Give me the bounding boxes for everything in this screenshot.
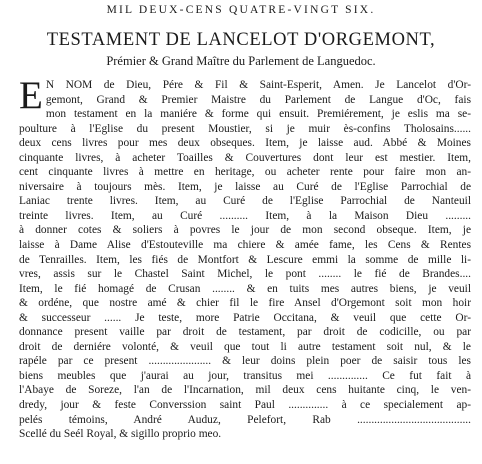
text-line: biens meubles que j'aurai au jour, transitus mei .............. Ce fut fait à [19, 369, 471, 382]
drop-cap: E [19, 74, 43, 117]
text-line: l'Abaye de Soreze, l'an de l'Incarnation, mil deux cens huitante cinq, le ven- [19, 384, 471, 397]
text-line: laisse à Dame Alise d'Estouteville ma chiere & amée fame, les Cens & Rentes [19, 239, 471, 252]
text-line: cinquante livres, à acheter Toailles & Couvertures dont leur est mestier. Item, [19, 151, 471, 164]
text-line: Laniac trente livres. Item, au Curé de l'Eglise Parrochial de Nanteuil [19, 195, 471, 208]
text-line: donnance present vaille par droit de testament, par droit de codicille, ou par [19, 326, 471, 339]
text-line: pelés témoins, André Auduz, Pelefort, Rab ........................................ [19, 413, 471, 426]
text-line: cent cinquante livres à mettre en heritage, ou acheter rente pour faire mon an- [19, 166, 471, 179]
running-head: MIL DEUX-CENS QUATRE-VINGT SIX. [106, 4, 376, 16]
text-line: rapéle par ce present ...................... & leur doins plein poer de saisir tous les [19, 355, 471, 368]
text-line: niversaire à toujours mès. Item, je laisse au Curé de l'Eglise Parrochial de [19, 180, 471, 193]
text-line: deux cens livres pour mes deux obseques. Item, je laisse aud. Abbé & Moines [19, 137, 471, 150]
text-line: mon testament en la maniére & forme qui ensuit. Premiérement, je eslis ma se- [45, 108, 471, 121]
text-line: droit de derniére volonté, & veuil que tout li autre testament soit nul, & le [19, 340, 471, 353]
document-subtitle: Prémier & Grand Maître du Parlement de Languedoc. [106, 54, 376, 68]
text-line: & successeur ...... Je teste, more Patrie Occitana, & veuil que cette Or- [19, 311, 471, 324]
text-line: poulture à l'Eglise du present Moustier, si je muir ès-confins Tholosains...... [19, 122, 471, 135]
document-title: TESTAMENT DE LANCELOT D'ORGEMONT, [46, 30, 436, 50]
text-line: dredy, jour & feste Converssion saint Paul .............. à ce specialement ap- [19, 399, 471, 412]
text-line: vres, assis sur le Chastel Saint Michel, le pont ........ le fié de Brandes.... [19, 268, 471, 281]
text-line: Item, le fié homagé de Crusan ........ & en tuits mes autres biens, je veuil [19, 282, 471, 295]
testament-text [19, 74, 471, 442]
text-line: de Tenrailles. Item, les fiés de Montfort & Lescure emmi la somme de mille li- [19, 253, 471, 266]
text-line: N NOM de Dieu, Pére & Fil & Saint-Esperit, Amen. Je Lancelot d'Or- [45, 79, 471, 91]
text-line: & ordéne, que nostre amé & chier fil le fire Ansel d'Orgemont soit mon hoir [19, 297, 471, 310]
text-line: à donner cotes & soliers à povres le jour de mon second obseque. Item, je [19, 224, 471, 237]
text-line: gemont, Grand & Premier Maistre du Parlement de Langue d'Oc, fais [45, 93, 471, 106]
text-line: treinte livres. Item, au Curé .......... Item, à la Maison Dieu ......... [19, 209, 471, 222]
text-line: Scellé du Seél Royal, & sigillo proprio meo. [19, 428, 222, 441]
